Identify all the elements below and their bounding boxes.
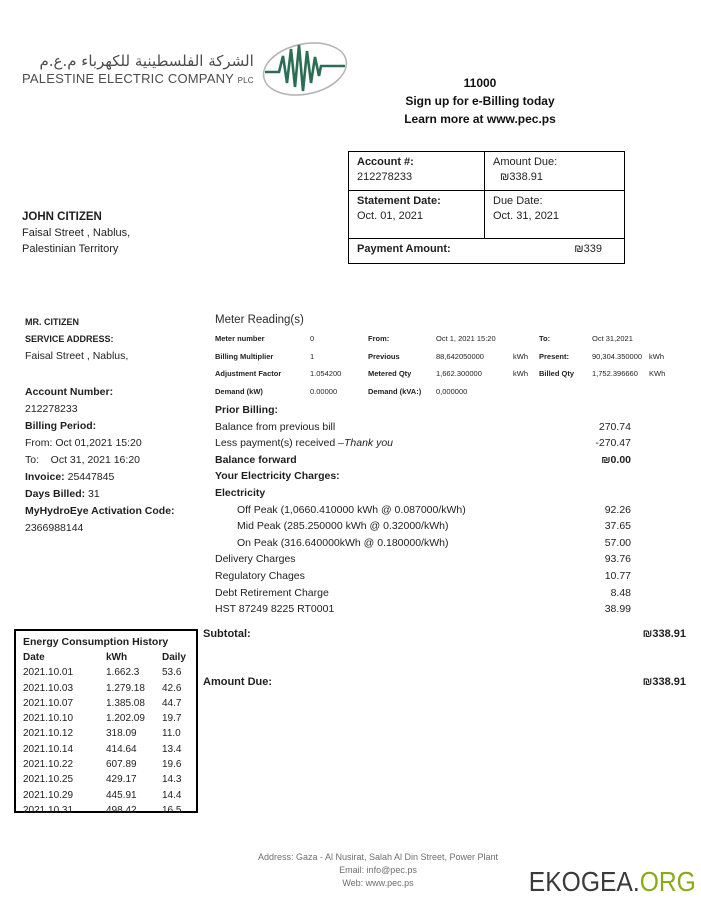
meter-table [215,330,679,400]
consumption-header-date: Date [23,652,45,663]
consumption-cell: 2021.10.25 [23,774,74,786]
charge-amount: 10.77 [604,569,631,582]
charge-row [215,404,631,421]
billing-period-from: From: Oct 01,2021 15:20 [25,437,142,449]
charge-amount: 37.65 [604,520,631,533]
subtotal-row [203,628,686,640]
due-date-label: Due Date: [493,195,543,207]
charge-label: Regulatory Chages [215,569,305,582]
charge-label: Electricity [215,486,266,499]
payment-amount-row [349,239,624,263]
meter-readings-title: Meter Reading(s) [215,314,304,326]
charge-label: On Peak (316.640000kWh @ 0.180000/kWh) [237,536,449,549]
charge-row [215,520,631,537]
promo-code: 11000 [463,76,497,90]
meter-cell: Oct 31,2021 [592,334,633,344]
promo-learn-more: Learn more at www.pec.ps [404,112,556,126]
consumption-cell: 2021.10.22 [23,759,74,771]
charge-label: Off Peak (1,0660.410000 kWh @ 0.087000/kWh) [237,503,466,516]
charge-label: Balance from previous bill [215,420,336,433]
footer-contact [178,851,578,890]
consumption-cell: 498.42 [106,804,137,816]
service-address-value: Faisal Street , Nablus, [25,350,129,362]
company-name-plc: PLC [237,76,254,85]
ekogea-logo-dark: EKOGEA. [528,866,640,897]
meter-cell: 0.00000 [310,387,338,397]
consumption-cell: 2021.10.12 [23,728,74,740]
charge-amount: 57.00 [604,536,631,549]
activation-code-value: 2366988144 [25,522,84,534]
billing-period-heading: Billing Period: [25,420,97,432]
account-number-cell [349,152,485,190]
company-name-arabic: الشركة الفلسطينية للكهرباء م.ع.م [39,52,254,70]
charge-label: Your Electricity Charges: [215,470,340,483]
consumption-cell: 42.6 [162,682,182,694]
meter-cell: kWh [649,351,664,361]
consumption-cell: 1.202.09 [106,713,145,725]
dates-row [349,191,624,239]
meter-cell: 88,642050000 [436,351,484,361]
meter-cell: Adjustment Factor [215,369,282,379]
charge-label: Balance forward [215,453,297,466]
amount-due-total-label: Amount Due: [203,676,273,688]
meter-cell: kWh [513,369,528,379]
invoice-value: 25447845 [64,471,115,483]
consumption-cell: 13.4 [162,743,182,755]
charge-row [215,470,631,487]
footer-address: Address: Gaza - Al Nusirat, Salah Al Din Street, Power Plant [257,852,499,862]
mailing-address [22,209,130,257]
mailing-address-line2: Palestinian Territory [22,243,119,255]
meter-cell: Previous [368,351,400,361]
charges-list [215,404,631,620]
amount-due-row [203,676,686,688]
meter-cell: Demand (kVA:) [368,387,422,397]
meter-cell: 0 [310,334,315,344]
due-date-cell [485,191,624,238]
charge-row [215,504,631,521]
charge-label: Less payment(s) received –Thank you [215,437,394,450]
activation-code-heading: MyHydroEye Activation Code: [25,505,175,517]
amount-due-cell [485,152,624,190]
meter-cell: Meter number [215,334,265,344]
meter-cell: 1.054200 [310,369,342,379]
days-billed-value: 31 [85,488,100,500]
invoice-label: Invoice: [25,471,65,483]
service-address-label: SERVICE ADDRESS: [25,334,114,344]
consumption-cell: 1.662.3 [106,667,140,679]
charge-label: HST 87249 8225 RT0001 [215,603,335,616]
consumption-cell: 2021.10.14 [23,743,74,755]
consumption-cell: 607.89 [106,759,137,771]
mailing-address-line1: Faisal Street , Nablus, [22,227,131,239]
charge-amount: 8.48 [610,586,631,599]
account-number-heading: Account Number: [25,386,114,398]
consumption-cell: 414.64 [106,743,137,755]
meter-cell: Metered Qty [368,369,412,379]
charge-label: Prior Billing: [215,404,278,416]
consumption-cell: 429.17 [106,774,137,786]
consumption-cell: 19.7 [162,713,182,725]
days-billed-line [25,486,210,503]
ekogea-logo-org: ORG [639,866,696,897]
footer-web: Web: www.pec.ps [342,878,414,888]
consumption-cell: 2021.10.29 [23,789,74,801]
meter-cell: Demand (kW) [215,387,263,397]
meter-cell: Billing Multiplier [215,351,274,361]
charge-row [215,454,631,471]
payment-amount-label: Payment Amount: [357,243,451,255]
account-summary-box [348,151,625,264]
consumption-cell: 2021.10.31 [23,804,74,816]
charge-amount: -270.47 [595,437,631,450]
consumption-cell: 2021.10.10 [23,713,74,725]
consumption-header-daily: Daily [162,652,186,663]
meter-cell: 1,752.396660 [592,369,638,379]
consumption-cell: 53.6 [162,667,182,679]
charge-label: Debt Retirement Charge [215,586,329,599]
charge-label: Mid Peak (285.250000 kWh @ 0.32000/kWh) [237,520,449,533]
charge-row [215,570,631,587]
energy-consumption-title: Energy Consumption History [23,636,169,648]
subtotal-label: Subtotal: [203,628,251,640]
consumption-cell: 2021.10.01 [23,667,74,679]
meter-cell: 0,000000 [436,387,468,397]
promo-signup: Sign up for e-Billing today [405,94,555,108]
statement-date-value: Oct. 01, 2021 [357,210,424,222]
amount-due-total-value: ₪338.91 [642,676,686,688]
consumption-cell: 1.279.18 [106,682,145,694]
due-date-value: Oct. 31, 2021 [493,210,560,222]
energy-consumption-table [14,629,198,816]
company-name-english-text: PALESTINE ELECTRIC COMPANY [22,71,234,86]
meter-cell: Billed Qty [539,369,575,379]
charge-label: Delivery Charges [215,553,296,566]
consumption-cell: 44.7 [162,697,182,709]
charge-row [215,437,631,454]
charge-row [215,587,631,604]
account-number-label: Account #: [357,156,414,168]
consumption-cell: 11.0 [162,728,181,740]
charge-amount: 92.26 [604,503,631,516]
ebilling-promo [330,74,630,128]
meter-readings-section [215,314,679,400]
spacer [25,365,210,384]
amount-due-value: ₪338.91 [500,171,543,183]
charge-amount: 38.99 [604,603,631,616]
consumption-cell: 14.4 [162,789,182,801]
service-info [25,314,210,537]
charge-label-italic: –Thank you [338,437,394,450]
energy-consumption-grid [23,650,193,818]
meter-cell: Present: [539,351,570,361]
meter-cell: kWh [513,351,528,361]
subtotal-value: ₪338.91 [642,628,686,640]
ekogea-logo [529,866,696,898]
statement-date-label: Statement Date: [357,195,441,207]
meter-cell: From: [368,334,390,344]
consumption-cell: 14.3 [162,774,182,786]
account-row [349,152,624,191]
customer-name: JOHN CITIZEN [22,211,102,223]
meter-cell: 1,662.300000 [436,369,482,379]
company-name-block [22,51,254,89]
consumption-cell: 2021.10.03 [23,682,74,694]
charge-row [215,603,631,620]
amount-due-label: Amount Due: [493,156,558,168]
days-billed-label: Days Billed: [25,488,86,500]
payment-amount-value: ₪339 [574,243,602,255]
consumption-cell: 318.09 [106,728,137,740]
account-number-text: 212278233 [25,403,78,415]
meter-cell: 90,304.350000 [592,351,643,361]
consumption-cell: 445.91 [106,789,137,801]
charge-row [215,537,631,554]
charge-amount: ₪0.00 [601,453,631,466]
charge-amount: 93.76 [604,553,631,566]
consumption-header-kwh: kWh [106,652,128,663]
consumption-cell: 19.6 [162,759,182,771]
billing-period-to: To: Oct 31, 2021 16:20 [25,454,140,466]
consumption-cell: 2021.10.07 [23,697,74,709]
company-name-english [22,71,254,89]
meter-cell: KWh [649,369,666,379]
charge-row [215,487,631,504]
charge-amount: 270.74 [598,420,631,433]
meter-cell: To: [539,334,551,344]
consumption-cell: 1.385.08 [106,697,145,709]
charge-row [215,553,631,570]
company-logo [22,36,351,104]
invoice-line [25,469,210,486]
statement-date-cell [349,191,485,238]
footer-email: Email: info@pec.ps [339,865,417,875]
charge-row [215,421,631,438]
service-customer: MR. CITIZEN [25,317,79,327]
consumption-cell: 16.5 [162,804,182,816]
meter-cell: Oct 1, 2021 15:20 [436,334,496,344]
account-number-value: 212278233 [357,171,413,183]
meter-cell: 1 [310,351,315,361]
